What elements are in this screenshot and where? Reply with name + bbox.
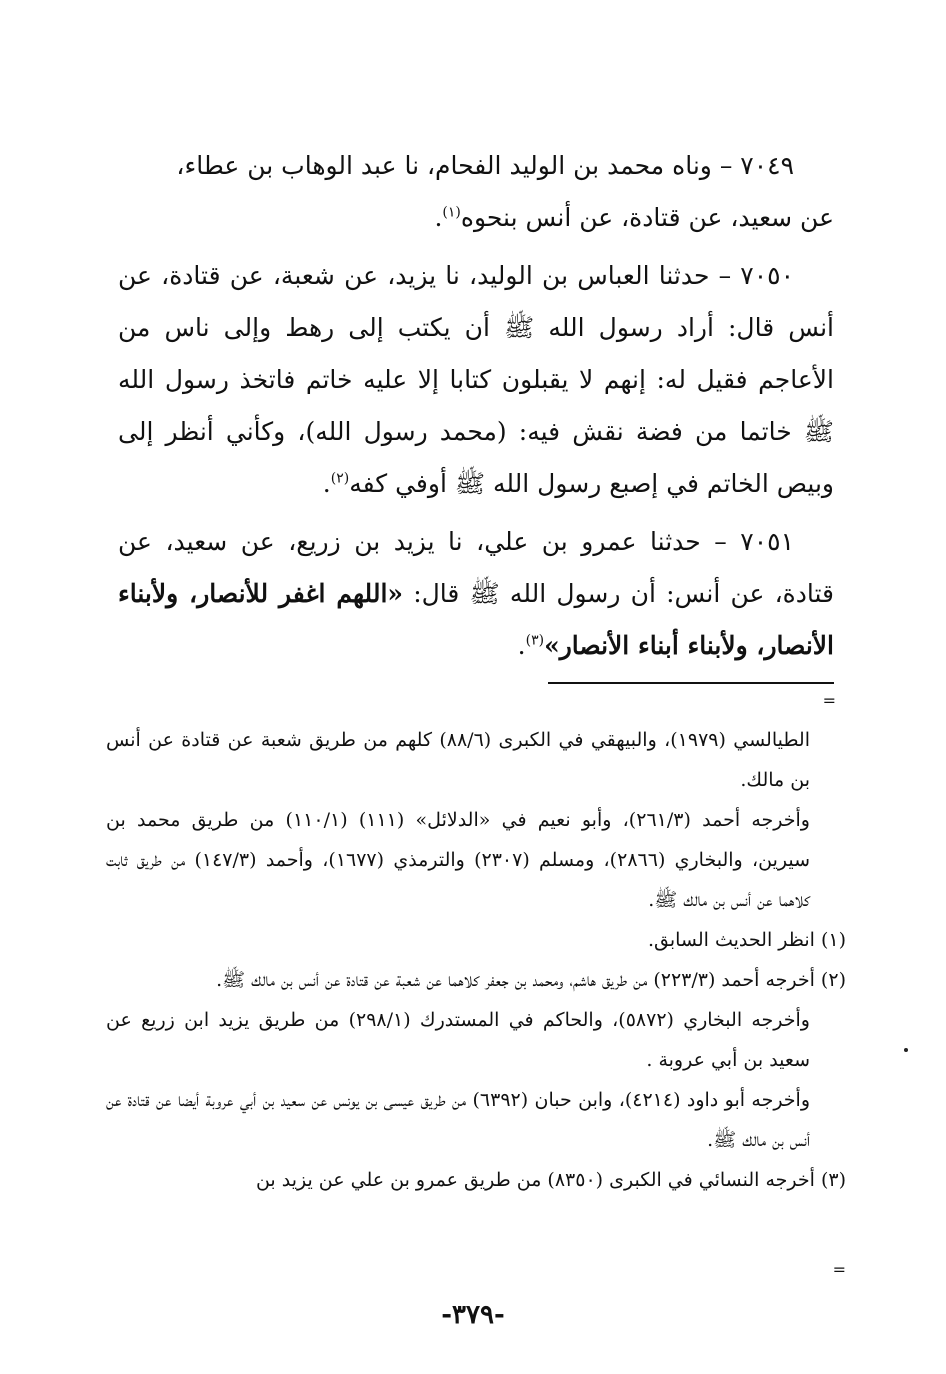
hadith-7049-line2: عن سعيد، عن قتادة، عن أنس بنحوه xyxy=(460,203,834,232)
footnote-1: (١) انظر الحديث السابق. xyxy=(647,929,846,951)
hadith-7050-end: . xyxy=(322,469,331,498)
footnote-2b: وأخرجه البخاري (٥٨٧٢)، والحاكم في المستدرك (٢٩٨/١) من طريق يزيد ابن زريع عن سعيد بن أبي عروبة . xyxy=(106,1009,810,1071)
footnote-2c: وأخرجه أبو داود (٤٢١٤)، وابن حبان (٦٣٩٢) من طريق عيسى بن يونس عن سعيد بن أبي عروبة أيضا عن قتادة عن أنس بن مالك ﷺ. xyxy=(106,1089,810,1151)
page-number: -٣٧٩- xyxy=(441,1300,505,1330)
footnotes xyxy=(106,720,846,1200)
footnote-ref-3[interactable]: (٣) xyxy=(525,632,545,649)
hadith-7050-text: ٧٠٥٠ – حدثنا العباس بن الوليد، نا يزيد، عن شعبة، عن قتادة، عن أنس قال: أراد رسول الله ﷺ أن يكتب إلى رهط وإلى ناس من الأعاجم فقيل له: إنهم لا يقبلون كتابا إلا عليه خاتم فاتخذ رسول الله ﷺ خاتما من فضة نقش فيه: (محمد رسول الله)، وكأني أنظر إلى وبيص الخاتم في إصبع رسول الله ﷺ أوفي كفه xyxy=(118,261,834,498)
hadith-7051-quote: «اللهم اغفر للأنصار، ولأبناء الأنصار، ولأبناء أبناء الأنصار» xyxy=(118,579,834,660)
footnote-ref-1[interactable]: (١) xyxy=(442,204,461,221)
footnote-continuation-mark-bottom: = xyxy=(832,1260,846,1279)
footnote-carry-2: وأخرجه أحمد (٢٦١/٣)، وأبو نعيم في «الدلائل» (١١١) (١١٠/١) من طريق محمد بن سيرين، والبخاري (٢٨٦٦)، ومسلم (٢٣٠٧) والترمذي (١٦٧٧)، وأحمد (١٤٧/٣) من طريق ثابت كلاهما عن أنس بن مالك ﷺ. xyxy=(106,809,811,911)
hadith-7049 xyxy=(118,140,834,244)
hadith-7051-end: . xyxy=(517,631,526,660)
hadith-7049-end: . xyxy=(434,203,443,232)
footnote-2: (٢) أخرجه أحمد (٢٢٣/٣) من طريق هاشم، ومحمد بن جعفر كلاهما عن شعبة عن قتادة عن أنس بن مالك ﷺ. xyxy=(216,969,846,991)
hadith-7050 xyxy=(118,250,834,510)
hadith-7051 xyxy=(118,516,834,672)
main-text xyxy=(118,140,834,678)
footnote-separator xyxy=(548,682,834,684)
footnote-carry-1: الطيالسي (١٩٧٩)، والبيهقي في الكبرى (٨٨/٦) كلهم من طريق شعبة عن قتادة عن أنس بن مالك. xyxy=(106,729,810,791)
margin-dot xyxy=(904,1048,908,1052)
footnote-ref-2[interactable]: (٢) xyxy=(330,470,350,487)
hadith-7051-text: ٧٠٥١ – حدثنا عمرو بن علي، نا يزيد بن زريع، عن سعيد، عن قتادة، عن أنس: أن رسول الله ﷺ قال: xyxy=(118,527,834,608)
hadith-7049-line1: ٧٠٤٩ – وناه محمد بن الوليد الفحام، نا عبد الوهاب بن عطاء، xyxy=(176,151,794,180)
footnote-3: (٣) أخرجه النسائي في الكبرى (٨٣٥٠) من طريق عمرو بن علي عن يزيد بن xyxy=(255,1169,846,1191)
footnote-continuation-mark-top: = xyxy=(822,691,836,710)
